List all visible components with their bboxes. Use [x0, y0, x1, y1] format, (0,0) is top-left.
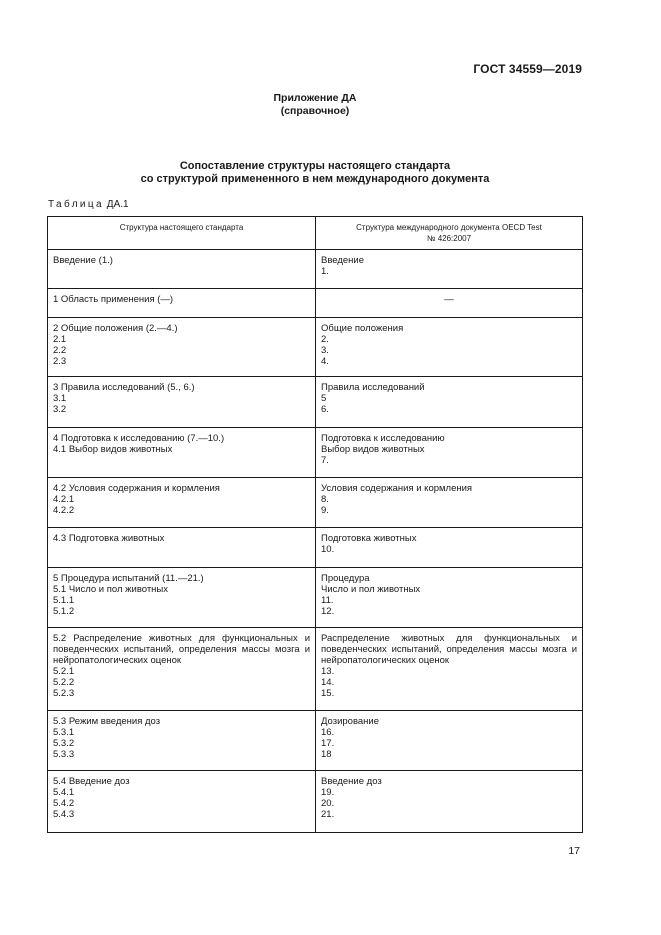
cell-line: 5.1.1 — [53, 595, 75, 606]
cell-line: 11. — [321, 595, 334, 606]
international-structure-cell — [316, 250, 583, 289]
cell-line: Число и пол животных — [321, 584, 421, 595]
cell-line: Введение (1.) — [53, 255, 113, 266]
standard-structure-cell — [48, 377, 316, 428]
standard-structure-cell — [48, 711, 316, 771]
cell-line: 5.4.1 — [53, 787, 75, 798]
cell-line: Правила исследований — [321, 382, 425, 393]
table-row — [48, 428, 583, 478]
international-structure-cell — [316, 568, 583, 628]
cell-line: Введение доз — [321, 776, 382, 787]
cell-line: 1 Область применения (—) — [53, 294, 174, 305]
standard-structure-cell — [48, 318, 316, 377]
standard-structure-cell — [48, 568, 316, 628]
cell-line: 20. — [321, 798, 335, 809]
table-row — [48, 628, 583, 711]
cell-line: 19. — [321, 787, 335, 798]
cell-line: 18 — [321, 749, 332, 760]
table-row — [48, 250, 583, 289]
international-structure-cell — [316, 289, 583, 318]
cell-line: 5 — [321, 393, 327, 404]
cell-line: 5 Процедура испытаний (11.—21.) — [53, 573, 204, 584]
cell-line: 3.2 — [53, 404, 67, 415]
cell-line: 4.1 Выбор видов животных — [53, 444, 173, 455]
table-caption — [48, 199, 129, 210]
section-heading — [0, 160, 630, 186]
cell-line: 5.3.3 — [53, 749, 75, 760]
cell-line: 16. — [321, 727, 335, 738]
cell-line: 3. — [321, 345, 329, 356]
cell-line: 5.3.2 — [53, 738, 75, 749]
standard-structure-cell — [48, 289, 316, 318]
cell-line: 5.2.3 — [53, 688, 75, 699]
international-structure-cell — [316, 711, 583, 771]
international-structure-cell — [316, 528, 583, 568]
cell-line: 3.1 — [53, 393, 67, 404]
international-structure-cell — [316, 628, 583, 711]
international-structure-cell — [316, 478, 583, 528]
cell-line: Процедура — [321, 573, 370, 584]
cell-line: Условия содержания и кормления — [321, 483, 473, 494]
cell-line: 5.4.2 — [53, 798, 75, 809]
cell-line: 8. — [321, 494, 329, 505]
cell-line: 2 Общие положения (2.—4.) — [53, 323, 178, 334]
cell-line: — — [444, 294, 454, 305]
column-header-international-line-2: № 426:2007 — [426, 234, 472, 243]
standard-structure-cell — [48, 528, 316, 568]
table-row — [48, 568, 583, 628]
cell-line: 5.3 Режим введения доз — [53, 716, 161, 727]
table-row — [48, 318, 583, 377]
structure-comparison-table — [47, 216, 583, 833]
cell-line: 4.2 Условия содержания и кормления — [53, 483, 220, 494]
standard-structure-cell — [48, 428, 316, 478]
cell-line: Общие положения — [321, 323, 404, 334]
cell-line: 5.2.2 — [53, 677, 75, 688]
table-caption-word: Таблица — [48, 199, 105, 210]
cell-line: 21. — [321, 809, 335, 820]
column-header-international — [316, 217, 583, 250]
table-row — [48, 771, 583, 833]
page-number: 17 — [568, 845, 580, 857]
cell-line: 4.2.2 — [53, 505, 75, 516]
cell-line: 5.3.1 — [53, 727, 75, 738]
table-row — [48, 289, 583, 318]
cell-line: 4.3 Подготовка животных — [53, 533, 165, 544]
cell-line: 5.1 Число и пол животных — [53, 584, 169, 595]
heading-line-2: со структурой примененного в нем международного документа — [140, 173, 490, 185]
table-caption-id: ДА.1 — [106, 199, 129, 210]
international-structure-cell — [316, 771, 583, 833]
table-body — [48, 217, 583, 833]
table-row — [48, 528, 583, 568]
cell-line: 2. — [321, 334, 329, 345]
cell-line: 2.1 — [53, 334, 67, 345]
cell-line: 6. — [321, 404, 329, 415]
cell-line: 1. — [321, 266, 329, 277]
cell-line: 4.2.1 — [53, 494, 75, 505]
cell-paragraph: Распределение животных для функциональных и поведенческих испытаний, определения массы мозга и нейропатологических оценок — [321, 633, 577, 666]
cell-line: 15. — [321, 688, 335, 699]
cell-line: 4. — [321, 356, 329, 367]
cell-line: 14. — [321, 677, 335, 688]
appendix-block — [0, 92, 630, 118]
cell-line: 5.4.3 — [53, 809, 75, 820]
standard-structure-cell — [48, 771, 316, 833]
table-row — [48, 711, 583, 771]
standard-structure-cell — [48, 478, 316, 528]
cell-line: 17. — [321, 738, 335, 749]
cell-line: 5.1.2 — [53, 606, 75, 617]
cell-line: Подготовка животных — [321, 533, 417, 544]
standard-designation: ГОСТ 34559—2019 — [473, 62, 582, 76]
cell-line: Дозирование — [321, 716, 380, 727]
cell-line: 10. — [321, 544, 335, 555]
cell-line: 5.2.1 — [53, 666, 75, 677]
cell-line: 4 Подготовка к исследованию (7.—10.) — [53, 433, 225, 444]
cell-line: 3 Правила исследований (5., 6.) — [53, 382, 195, 393]
international-structure-cell — [316, 377, 583, 428]
standard-structure-cell — [48, 628, 316, 711]
appendix-title: Приложение ДА — [273, 92, 357, 104]
cell-line: 2.2 — [53, 345, 67, 356]
cell-line: 2.3 — [53, 356, 67, 367]
international-structure-cell — [316, 428, 583, 478]
cell-line: 12. — [321, 606, 335, 617]
table-header-row — [48, 217, 583, 250]
cell-line: 13. — [321, 666, 335, 677]
cell-line: 9. — [321, 505, 329, 516]
appendix-subtitle: (справочное) — [280, 105, 350, 117]
heading-line-1: Сопоставление структуры настоящего стандарта — [179, 160, 451, 172]
table-row — [48, 377, 583, 428]
table-row — [48, 478, 583, 528]
cell-line: Введение — [321, 255, 365, 266]
cell-paragraph: 5.2 Распределение животных для функциональных и поведенческих испытаний, определения массы мозга и нейропатологических оценок — [53, 633, 310, 666]
cell-line: 5.4 Введение доз — [53, 776, 130, 787]
cell-line: 7. — [321, 455, 329, 466]
standard-structure-cell — [48, 250, 316, 289]
cell-line: Подготовка к исследованию — [321, 433, 445, 444]
column-header-standard: Структура настоящего стандарта — [48, 217, 316, 250]
cell-line: Выбор видов животных — [321, 444, 425, 455]
column-header-international-line-1: Структура международного документа OECD Test — [356, 223, 542, 232]
international-structure-cell — [316, 318, 583, 377]
